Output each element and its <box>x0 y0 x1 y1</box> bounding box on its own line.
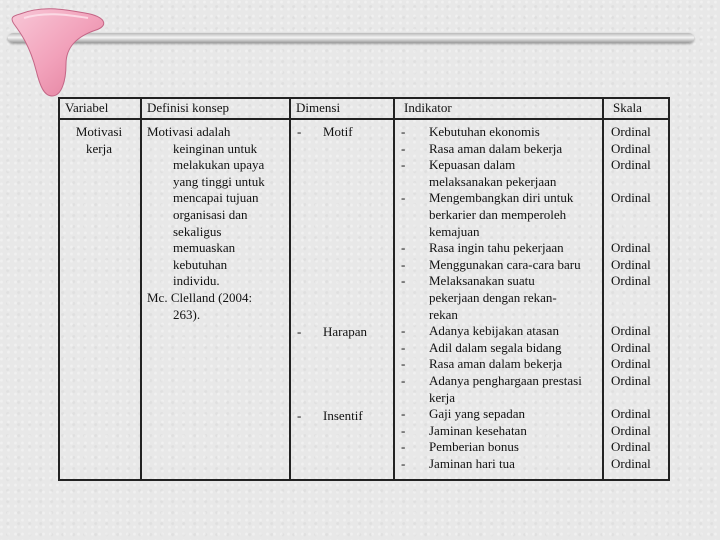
skala-line: Ordinal <box>611 372 651 388</box>
skala-line <box>611 224 667 241</box>
indikator-line <box>401 157 599 174</box>
indikator-text: pekerjaan dengan rekan- <box>429 289 557 305</box>
indikator-line <box>401 257 599 274</box>
definisi-line: Motivasi adalah <box>147 124 231 139</box>
indikator-line <box>401 373 599 390</box>
table-right-rule <box>668 97 670 481</box>
definisi-line: Mc. Clelland (2004: <box>147 289 253 305</box>
skala-line: Ordinal <box>611 455 651 471</box>
indikator-text: Mengembangkan diri untuk <box>429 190 574 206</box>
column-rule <box>289 97 291 481</box>
dash-marker: - <box>401 439 406 455</box>
indikator-text: Jaminan kesehatan <box>429 422 527 438</box>
dash-marker: - <box>401 323 406 339</box>
indikator-text: Melaksanakan suatu <box>429 273 535 289</box>
indikator-line <box>401 307 599 324</box>
variabel-cell: Motivasi kerja <box>75 124 123 156</box>
indikator-line <box>401 207 599 224</box>
dash-marker: - <box>401 190 406 206</box>
dash-marker: - <box>401 140 406 156</box>
skala-line: Ordinal <box>611 190 651 206</box>
dash-marker: - <box>401 356 406 372</box>
definisi-line: individu. <box>173 273 220 289</box>
indikator-line <box>401 290 599 307</box>
skala-line: Ordinal <box>611 256 651 272</box>
dimensi-motif <box>297 124 353 141</box>
table-top-rule <box>58 97 670 99</box>
indikator-line <box>401 340 599 357</box>
skala-line: Ordinal <box>611 157 651 173</box>
dimensi-harapan <box>297 324 368 341</box>
skala-line: Ordinal <box>611 323 651 339</box>
skala-line <box>611 390 667 407</box>
skala-line: Ordinal <box>611 356 651 372</box>
dash-marker: - <box>401 339 406 355</box>
table-bottom-rule <box>58 479 670 481</box>
indikator-text: berkarier dan memperoleh <box>429 206 567 222</box>
skala-line: Ordinal <box>611 406 651 422</box>
definisi-line: memuaskan <box>173 240 236 256</box>
skala-line: Ordinal <box>611 439 651 455</box>
dash-marker: - <box>401 455 406 471</box>
indikator-line <box>401 390 599 407</box>
indikator-cell <box>401 124 599 472</box>
skala-line: Ordinal <box>611 140 651 156</box>
dash-marker: - <box>401 372 406 388</box>
indikator-text: rekan <box>429 306 458 322</box>
skala-line <box>611 207 667 224</box>
definisi-line: 263). <box>173 306 201 322</box>
dash-marker: - <box>401 124 406 139</box>
definisi-line: kebutuhan <box>173 256 228 272</box>
dash-marker: - <box>297 324 302 339</box>
dimensi-label: Motif <box>323 124 353 139</box>
skala-line <box>611 174 667 191</box>
definisi-line: sekaligus <box>173 223 222 239</box>
indikator-line <box>401 190 599 207</box>
indikator-text: Rasa aman dalam bekerja <box>429 140 563 156</box>
skala-line: Ordinal <box>611 422 651 438</box>
header-variabel: Variabel <box>65 100 109 115</box>
indikator-line <box>401 439 599 456</box>
indikator-text: Adanya penghargaan prestasi <box>429 372 582 388</box>
indikator-line <box>401 423 599 440</box>
indikator-line <box>401 406 599 423</box>
indikator-text: Rasa aman dalam bekerja <box>429 356 563 372</box>
skala-line: Ordinal <box>611 339 651 355</box>
skala-cell <box>611 124 667 472</box>
indikator-text: Menggunakan cara-cara baru <box>429 256 581 272</box>
indikator-text: Pemberian bonus <box>429 439 519 455</box>
definisi-line: mencapai tujuan <box>173 190 259 206</box>
dash-marker: - <box>297 408 302 423</box>
boomerang-decoration <box>0 0 130 100</box>
column-rule <box>140 97 142 481</box>
header-skala: Skala <box>613 100 642 115</box>
indikator-text: Adil dalam segala bidang <box>429 339 562 355</box>
skala-line <box>611 290 667 307</box>
dash-marker: - <box>297 124 302 139</box>
indikator-text: kerja <box>429 389 455 405</box>
column-rule <box>602 97 604 481</box>
indikator-line <box>401 224 599 241</box>
dash-marker: - <box>401 240 406 256</box>
indikator-line <box>401 456 599 473</box>
dimensi-label: Insentif <box>323 408 363 423</box>
skala-line <box>611 307 667 324</box>
indikator-text: melaksanakan pekerjaan <box>429 173 557 189</box>
dash-marker: - <box>401 273 406 289</box>
header-indikator: Indikator <box>404 100 452 115</box>
definisi-line: keinginan untuk <box>173 140 258 156</box>
header-dimensi: Dimensi <box>296 100 341 115</box>
table-left-rule <box>58 97 60 481</box>
definisi-line: melakukan upaya <box>173 157 265 173</box>
dimensi-label: Harapan <box>323 324 368 339</box>
dash-marker: - <box>401 406 406 422</box>
indikator-text: Kepuasan dalam <box>429 157 516 173</box>
definisi-line: yang tinggi untuk <box>173 173 265 189</box>
indikator-line <box>401 323 599 340</box>
dash-marker: - <box>401 422 406 438</box>
skala-line: Ordinal <box>611 273 651 289</box>
indikator-text: kemajuan <box>429 223 480 239</box>
indikator-line <box>401 273 599 290</box>
skala-line: Ordinal <box>611 124 651 139</box>
skala-line: Ordinal <box>611 240 651 256</box>
indikator-text: Kebutuhan ekonomis <box>429 124 540 139</box>
indikator-text: Gaji yang sepadan <box>429 406 526 422</box>
column-rule <box>393 97 395 481</box>
dimensi-insentif <box>297 408 363 425</box>
definisi-cell <box>147 124 285 323</box>
header-definisi-konsep: Definisi konsep <box>147 100 229 115</box>
indikator-text: Rasa ingin tahu pekerjaan <box>429 240 564 256</box>
indikator-text: Adanya kebijakan atasan <box>429 323 559 339</box>
indikator-text: Jaminan hari tua <box>429 455 515 471</box>
indikator-line <box>401 240 599 257</box>
header-rule <box>58 118 670 120</box>
indikator-line <box>401 124 599 141</box>
definisi-line: organisasi dan <box>173 206 248 222</box>
dash-marker: - <box>401 157 406 173</box>
indikator-line <box>401 174 599 191</box>
indikator-line <box>401 356 599 373</box>
indikator-line <box>401 141 599 158</box>
dash-marker: - <box>401 256 406 272</box>
